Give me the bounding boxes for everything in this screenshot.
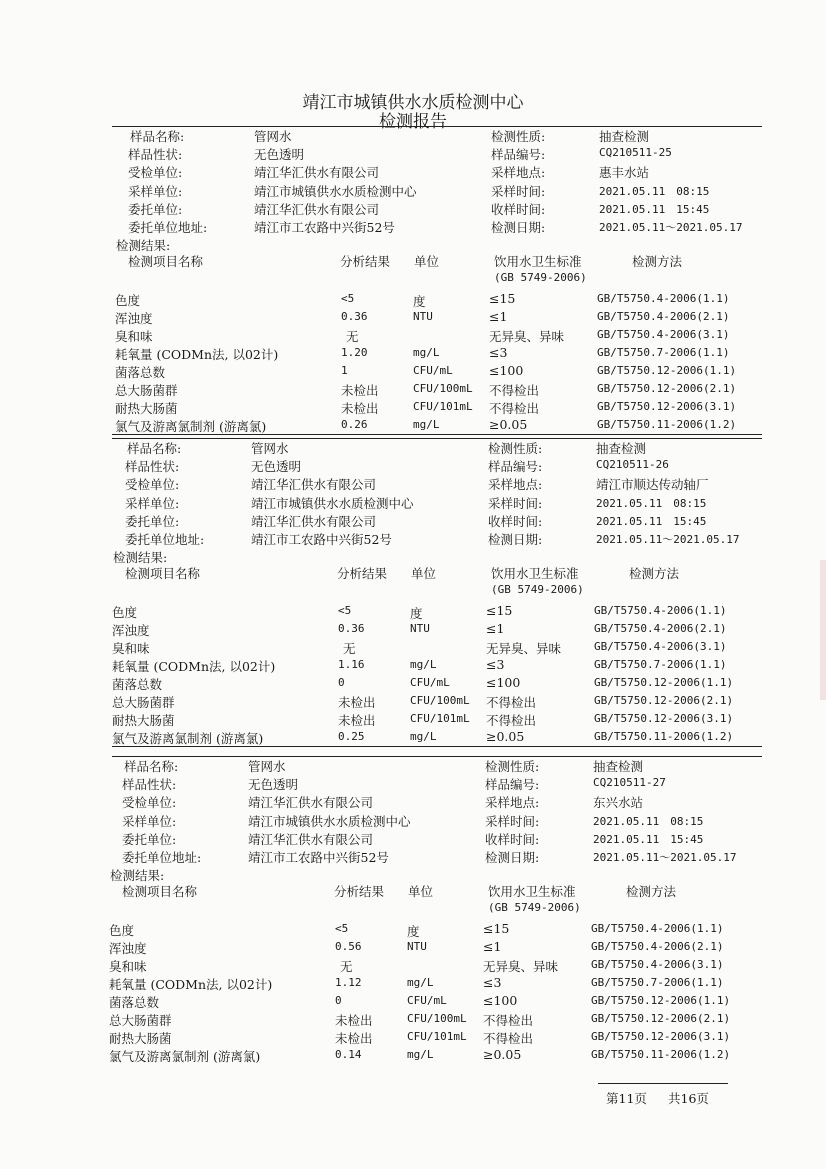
row-method: GB/T5750.12-2006(3.1) <box>591 1030 731 1044</box>
row-method: GB/T5750.4-2006(1.1) <box>591 922 724 936</box>
row-result: 0.56 <box>335 940 362 954</box>
row-standard: 无异臭、异味 <box>486 641 562 657</box>
field-label-client-address: 委托单位地址: <box>128 220 208 235</box>
results-heading: 检测结果: <box>110 868 165 884</box>
row-result: 0.26 <box>341 418 368 432</box>
row-result: 未检出 <box>338 713 376 729</box>
field-label-receive-time: 收样时间: <box>485 831 540 847</box>
field-value-client-address: 靖江市工农路中兴街52号 <box>248 850 389 865</box>
field-label-sampling-site: 采样地点: <box>485 795 540 811</box>
field-value-test-date: 2021.05.11～2021.05.17 <box>599 221 743 234</box>
row-item: 氯气及游离氯制剂 (游离氯) <box>109 1049 261 1065</box>
row-method: GB/T5750.4-2006(3.1) <box>597 328 730 342</box>
row-item: 耗氧量 (CODMn法, 以02计) <box>112 659 276 675</box>
results-heading: 检测结果: <box>113 550 168 566</box>
row-item: 耗氧量 (CODMn法, 以02计) <box>115 347 279 363</box>
section-bottom-rule <box>112 746 762 747</box>
row-unit: CFU/100mL <box>413 382 473 396</box>
field-value-sample-no: CQ210511-26 <box>596 458 669 472</box>
row-standard: ≤1 <box>489 309 508 325</box>
field-label-receive-time: 收样时间: <box>491 201 546 217</box>
row-unit: mg/L <box>407 976 434 990</box>
row-standard: 无异臭、异味 <box>489 329 565 345</box>
report-title: 检测报告 <box>379 112 447 132</box>
row-result: <5 <box>335 922 349 936</box>
field-label-client-unit: 委托单位: <box>128 201 183 217</box>
row-item: 菌落总数 <box>109 995 160 1011</box>
row-result: 未检出 <box>335 1013 373 1029</box>
row-item: 耐热大肠菌 <box>109 1031 172 1047</box>
row-item: 总大肠菌群 <box>115 383 178 399</box>
row-method: GB/T5750.11-2006(1.2) <box>594 730 734 744</box>
row-method: GB/T5750.12-2006(2.1) <box>591 1012 731 1026</box>
row-result: 0.14 <box>335 1048 362 1062</box>
field-value-sampling-site: 靖江市顺达传动轴厂 <box>596 477 709 493</box>
row-standard: 不得检出 <box>483 1013 534 1029</box>
row-method: GB/T5750.4-2006(2.1) <box>591 940 724 954</box>
row-item: 浑浊度 <box>115 311 153 327</box>
field-value-sampling-unit: 靖江市城镇供水水质检测中心 <box>254 183 417 199</box>
row-standard: ≤1 <box>486 621 505 637</box>
row-method: GB/T5750.11-2006(1.2) <box>597 418 737 432</box>
field-value-sample-no: CQ210511-27 <box>593 776 666 790</box>
field-value-test-date: 2021.05.11～2021.05.17 <box>593 851 737 864</box>
field-value-sample-no: CQ210511-25 <box>599 146 672 160</box>
field-value-client-address: 靖江市工农路中兴街52号 <box>254 220 395 235</box>
field-value-test-nature: 抽查检测 <box>599 129 650 144</box>
field-value-sample-name: 管网水 <box>254 129 292 144</box>
row-method: GB/T5750.4-2006(2.1) <box>594 622 727 636</box>
row-item: 臭和味 <box>109 959 147 975</box>
row-unit: 度 <box>410 606 423 622</box>
col-header-item: 检测项目名称 <box>125 566 201 582</box>
row-unit: CFU/mL <box>407 994 447 1008</box>
row-unit: CFU/100mL <box>407 1012 467 1026</box>
row-method: GB/T5750.12-2006(2.1) <box>597 382 737 396</box>
row-result: 1.16 <box>338 658 365 672</box>
row-item: 氯气及游离氯制剂 (游离氯) <box>115 419 267 435</box>
row-standard: ≤100 <box>489 363 524 379</box>
row-method: GB/T5750.12-2006(3.1) <box>594 712 734 726</box>
field-label-sample-state: 样品性状: <box>122 777 177 793</box>
field-label-sample-state: 样品性状: <box>128 147 183 163</box>
row-method: GB/T5750.12-2006(1.1) <box>591 994 731 1008</box>
row-method: GB/T5750.4-2006(3.1) <box>591 958 724 972</box>
field-value-test-nature: 抽查检测 <box>596 441 647 456</box>
row-unit: mg/L <box>407 1048 434 1062</box>
field-label-client-unit: 委托单位: <box>125 513 180 529</box>
row-standard: ≤3 <box>483 975 502 991</box>
row-method: GB/T5750.4-2006(3.1) <box>594 640 727 654</box>
col-header-result: 分析结果 <box>334 884 385 900</box>
col-header-standard: 饮用水卫生标准 <box>491 566 579 582</box>
row-item: 色度 <box>109 923 135 939</box>
page-number: 第11页 <box>606 1091 647 1106</box>
row-unit: CFU/101mL <box>407 1030 467 1044</box>
col-header-unit: 单位 <box>408 884 434 900</box>
row-unit: 度 <box>407 924 420 940</box>
field-value-client-unit: 靖江华汇供水有限公司 <box>248 831 374 847</box>
field-label-sampling-unit: 采样单位: <box>128 183 183 199</box>
field-label-test-date: 检测日期: <box>491 220 546 235</box>
row-result: 0.25 <box>338 730 365 744</box>
field-value-sample-name: 管网水 <box>251 441 289 456</box>
field-value-client-address: 靖江市工农路中兴街52号 <box>251 532 392 547</box>
field-label-test-nature: 检测性质: <box>488 441 543 456</box>
field-label-test-date: 检测日期: <box>488 532 543 547</box>
field-label-test-nature: 检测性质: <box>485 759 540 774</box>
row-standard: ≤3 <box>489 345 508 361</box>
row-unit: CFU/mL <box>413 364 453 378</box>
col-header-item: 检测项目名称 <box>128 254 204 270</box>
field-label-sample-state: 样品性状: <box>125 459 180 475</box>
field-label-client-address: 委托单位地址: <box>122 850 202 865</box>
field-label-inspected-unit: 受检单位: <box>122 795 177 811</box>
row-standard: ≥0.05 <box>489 417 528 433</box>
row-unit: NTU <box>407 940 427 954</box>
row-standard: ≤1 <box>483 939 502 955</box>
row-unit: 度 <box>413 294 426 310</box>
row-standard: ≤100 <box>486 675 521 691</box>
row-result: <5 <box>338 604 352 618</box>
field-label-sample-no: 样品编号: <box>485 777 540 793</box>
field-value-sample-state: 无色透明 <box>251 459 302 475</box>
field-label-sampling-time: 采样时间: <box>485 813 540 829</box>
row-item: 色度 <box>115 293 141 309</box>
row-item: 浑浊度 <box>109 941 147 957</box>
row-unit: CFU/mL <box>410 676 450 690</box>
field-value-sampling-time: 2021.05.11 08:15 <box>593 814 704 828</box>
field-label-inspected-unit: 受检单位: <box>125 477 180 493</box>
col-header-method: 检测方法 <box>629 566 680 582</box>
field-value-test-date: 2021.05.11～2021.05.17 <box>596 533 740 546</box>
field-value-sampling-unit: 靖江市城镇供水水质检测中心 <box>248 813 411 829</box>
results-heading: 检测结果: <box>116 238 171 254</box>
col-header-standard-ref: (GB 5749-2006) <box>488 901 581 915</box>
page-total: 共16页 <box>668 1091 709 1106</box>
row-standard: ≥0.05 <box>483 1047 522 1063</box>
row-method: GB/T5750.11-2006(1.2) <box>591 1048 731 1062</box>
col-header-standard-ref: (GB 5749-2006) <box>494 271 587 285</box>
field-label-sampling-unit: 采样单位: <box>125 495 180 511</box>
row-standard: 不得检出 <box>489 401 540 417</box>
col-header-standard: 饮用水卫生标准 <box>494 254 582 270</box>
row-result: 0 <box>338 676 345 690</box>
row-standard: ≤3 <box>486 657 505 673</box>
field-label-sampling-time: 采样时间: <box>491 183 546 199</box>
row-standard: 不得检出 <box>483 1031 534 1047</box>
row-result: 1.12 <box>335 976 362 990</box>
row-item: 菌落总数 <box>115 365 166 381</box>
row-unit: mg/L <box>410 730 437 744</box>
row-unit: NTU <box>410 622 430 636</box>
col-header-item: 检测项目名称 <box>122 884 198 900</box>
field-label-test-nature: 检测性质: <box>491 129 546 144</box>
row-result: 未检出 <box>335 1031 373 1047</box>
row-unit: mg/L <box>410 658 437 672</box>
section-top-rule <box>112 126 762 127</box>
paper-stain <box>820 560 826 700</box>
row-unit: mg/L <box>413 418 440 432</box>
row-result: 未检出 <box>338 695 376 711</box>
col-header-standard-ref: (GB 5749-2006) <box>491 583 584 597</box>
row-standard: ≤15 <box>489 291 516 307</box>
field-value-sample-name: 管网水 <box>248 759 286 774</box>
section-top-rule <box>112 756 762 757</box>
field-label-sampling-time: 采样时间: <box>488 495 543 511</box>
field-label-sampling-site: 采样地点: <box>491 165 546 181</box>
row-standard: 无异臭、异味 <box>483 959 559 975</box>
row-item: 总大肠菌群 <box>112 695 175 711</box>
row-result: 0.36 <box>338 622 365 636</box>
row-item: 臭和味 <box>112 641 150 657</box>
row-method: GB/T5750.7-2006(1.1) <box>591 976 724 990</box>
row-method: GB/T5750.4-2006(2.1) <box>597 310 730 324</box>
row-method: GB/T5750.12-2006(2.1) <box>594 694 734 708</box>
row-method: GB/T5750.7-2006(1.1) <box>594 658 727 672</box>
row-result: <5 <box>341 292 355 306</box>
field-value-sampling-time: 2021.05.11 08:15 <box>596 496 707 510</box>
field-label-sample-name: 样品名称: <box>130 129 185 144</box>
col-header-unit: 单位 <box>411 566 437 582</box>
field-value-receive-time: 2021.05.11 15:45 <box>596 514 707 528</box>
field-value-inspected-unit: 靖江华汇供水有限公司 <box>251 477 377 493</box>
row-method: GB/T5750.12-2006(1.1) <box>594 676 734 690</box>
row-standard: 不得检出 <box>489 383 540 399</box>
field-label-sample-no: 样品编号: <box>491 147 546 163</box>
row-result: 0 <box>335 994 342 1008</box>
row-unit: CFU/101mL <box>413 400 473 414</box>
footer-rule <box>598 1083 728 1084</box>
row-standard: 不得检出 <box>486 695 537 711</box>
field-value-sampling-site: 惠丰水站 <box>599 165 650 181</box>
field-value-inspected-unit: 靖江华汇供水有限公司 <box>248 795 374 811</box>
org-title: 靖江市城镇供水水质检测中心 <box>302 93 524 113</box>
section-top-rule <box>112 438 762 439</box>
row-item: 臭和味 <box>115 329 153 345</box>
field-value-test-nature: 抽查检测 <box>593 759 644 774</box>
field-value-receive-time: 2021.05.11 15:45 <box>593 832 704 846</box>
field-label-sampling-site: 采样地点: <box>488 477 543 493</box>
field-value-client-unit: 靖江华汇供水有限公司 <box>254 201 380 217</box>
field-value-sample-state: 无色透明 <box>254 147 305 163</box>
row-result: 0.36 <box>341 310 368 324</box>
row-method: GB/T5750.12-2006(1.1) <box>597 364 737 378</box>
field-label-receive-time: 收样时间: <box>488 513 543 529</box>
col-header-unit: 单位 <box>414 254 440 270</box>
field-value-receive-time: 2021.05.11 15:45 <box>599 202 710 216</box>
row-item: 耗氧量 (CODMn法, 以02计) <box>109 977 273 993</box>
field-label-client-unit: 委托单位: <box>122 831 177 847</box>
row-method: GB/T5750.4-2006(1.1) <box>594 604 727 618</box>
row-standard: ≤15 <box>483 921 510 937</box>
field-value-sample-state: 无色透明 <box>248 777 299 793</box>
field-label-sample-name: 样品名称: <box>124 759 179 774</box>
row-result: 1.20 <box>341 346 368 360</box>
row-standard: ≤100 <box>483 993 518 1009</box>
row-method: GB/T5750.12-2006(3.1) <box>597 400 737 414</box>
field-value-client-unit: 靖江华汇供水有限公司 <box>251 513 377 529</box>
row-item: 总大肠菌群 <box>109 1013 172 1029</box>
row-result: 1 <box>341 364 348 378</box>
field-value-sampling-site: 东兴水站 <box>593 795 644 811</box>
field-label-test-date: 检测日期: <box>485 850 540 865</box>
row-standard: ≤15 <box>486 603 513 619</box>
row-method: GB/T5750.4-2006(1.1) <box>597 292 730 306</box>
row-method: GB/T5750.7-2006(1.1) <box>597 346 730 360</box>
row-item: 菌落总数 <box>112 677 163 693</box>
field-value-sampling-unit: 靖江市城镇供水水质检测中心 <box>251 495 414 511</box>
row-standard: 不得检出 <box>486 713 537 729</box>
field-label-sample-no: 样品编号: <box>488 459 543 475</box>
field-label-sampling-unit: 采样单位: <box>122 813 177 829</box>
row-item: 耐热大肠菌 <box>115 401 178 417</box>
row-unit: CFU/100mL <box>410 694 470 708</box>
col-header-method: 检测方法 <box>632 254 683 270</box>
row-item: 色度 <box>112 605 138 621</box>
col-header-method: 检测方法 <box>626 884 677 900</box>
row-result: 无 <box>340 959 353 975</box>
row-result: 无 <box>346 329 359 345</box>
field-value-inspected-unit: 靖江华汇供水有限公司 <box>254 165 380 181</box>
field-label-sample-name: 样品名称: <box>127 441 182 456</box>
section-bottom-rule <box>112 434 762 435</box>
field-label-inspected-unit: 受检单位: <box>128 165 183 181</box>
col-header-result: 分析结果 <box>340 254 391 270</box>
row-result: 未检出 <box>341 383 379 399</box>
row-unit: NTU <box>413 310 433 324</box>
row-result: 未检出 <box>341 401 379 417</box>
field-value-sampling-time: 2021.05.11 08:15 <box>599 184 710 198</box>
row-result: 无 <box>343 641 356 657</box>
col-header-standard: 饮用水卫生标准 <box>488 884 576 900</box>
row-item: 浑浊度 <box>112 623 150 639</box>
col-header-result: 分析结果 <box>337 566 388 582</box>
row-unit: mg/L <box>413 346 440 360</box>
row-item: 氯气及游离氯制剂 (游离氯) <box>112 731 264 747</box>
row-unit: CFU/101mL <box>410 712 470 726</box>
row-standard: ≥0.05 <box>486 729 525 745</box>
row-item: 耐热大肠菌 <box>112 713 175 729</box>
field-label-client-address: 委托单位地址: <box>125 532 205 547</box>
